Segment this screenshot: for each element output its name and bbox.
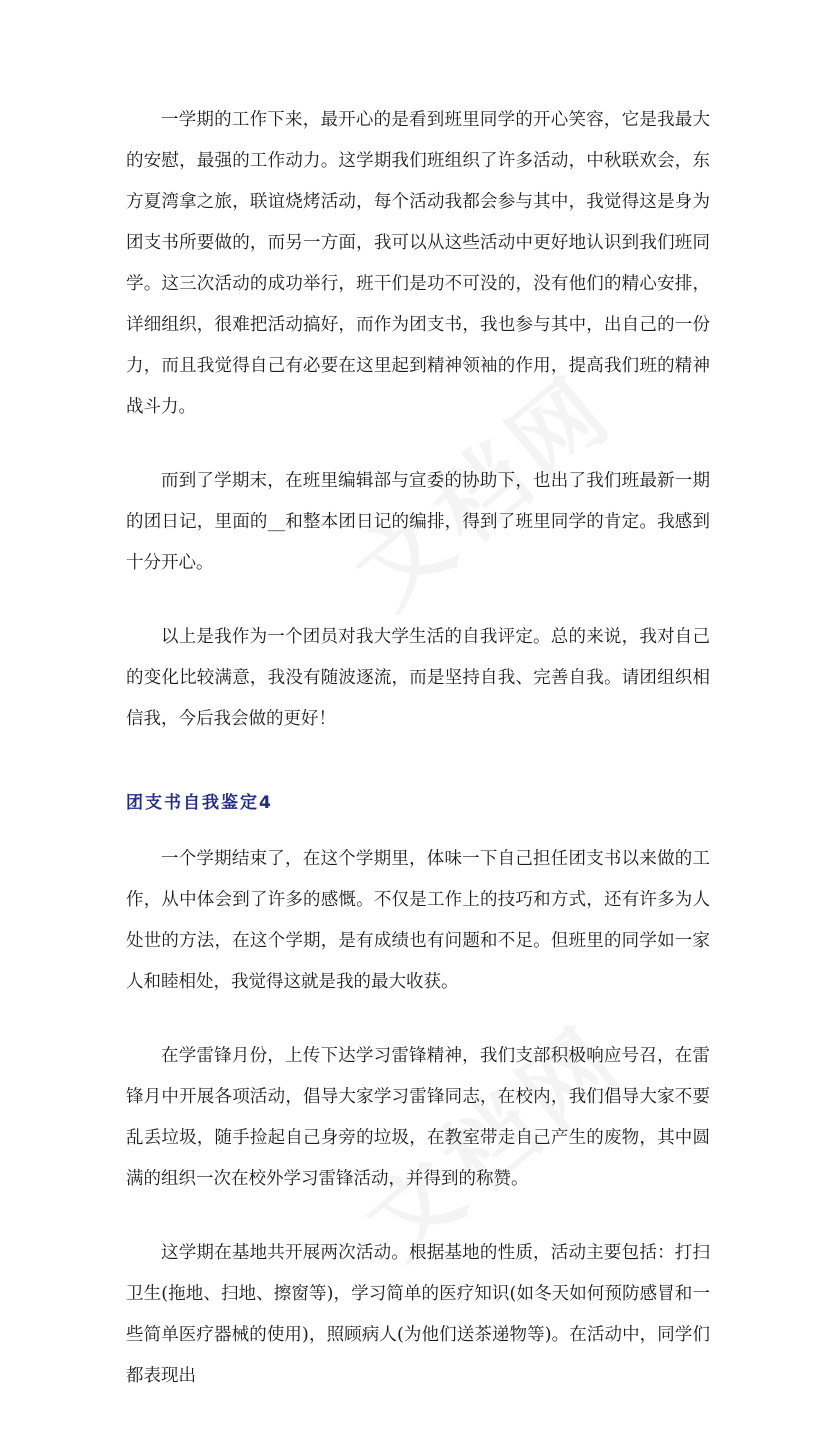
document-body (126, 100, 710, 1430)
paragraph: 以上是我作为一个团员对我大学生活的自我评定。总的来说，我对自己的变化比较满意，我没有随波逐流，而是坚持自我、完善自我。请团组织相信我，今后我会做的更好！ (126, 627, 710, 729)
section-heading: 团支书自我鉴定4 (126, 793, 273, 813)
paragraph: 在学雷锋月份，上传下达学习雷锋精神，我们支部积极响应号召，在雷锋月中开展各项活动，倡导大家学习雷锋同志，在校内，我们倡导大家不要乱丢垃圾，随手捡起自己身旁的垃圾，在教室带走自己产生的废物，其中圆满的组织一次在校外学习雷锋活动，并得到的称赞。 (126, 1046, 710, 1189)
paragraph: 而到了学期末，在班里编辑部与宣委的协助下，也出了我们班最新一期的团日记，里面的__和整本团日记的编排，得到了班里同学的肯定。我感到十分开心。 (126, 471, 710, 573)
paragraph: 一个学期结束了，在这个学期里，体味一下自己担任团支书以来做的工作，从中体会到了许多的感慨。不仅是工作上的技巧和方式，还有许多为人处世的方法，在这个学期，是有成绩也有问题和不足。但班里的同学如一家人和睦相处，我觉得这就是我的最大收获。 (126, 849, 710, 992)
paragraph: 这学期在基地共开展两次活动。根据基地的性质，活动主要包括：打扫卫生(拖地、扫地、擦窗等)，学习简单的医疗知识(如冬天如何预防感冒和一些简单医疗器械的使用)，照顾病人(为他们送茶递物等)。在活动中，同学们都表现出 (126, 1243, 710, 1386)
paragraph: 一学期的工作下来，最开心的是看到班里同学的开心笑容，它是我最大的安慰，最强的工作动力。这学期我们班组织了许多活动，中秋联欢会，东方夏湾拿之旅，联谊烧烤活动，每个活动我都会参与其中，我觉得这是身为团支书所要做的，而另一方面，我可以从这些活动中更好地认识到我们班同学。这三次活动的成功举行，班干们是功不可没的，没有他们的精心安排，详细组织，很难把活动搞好，而作为团支书，我也参与其中，出自己的一份力，而且我觉得自己有必要在这里起到精神领袖的作用，提高我们班的精神战斗力。 (126, 110, 710, 417)
